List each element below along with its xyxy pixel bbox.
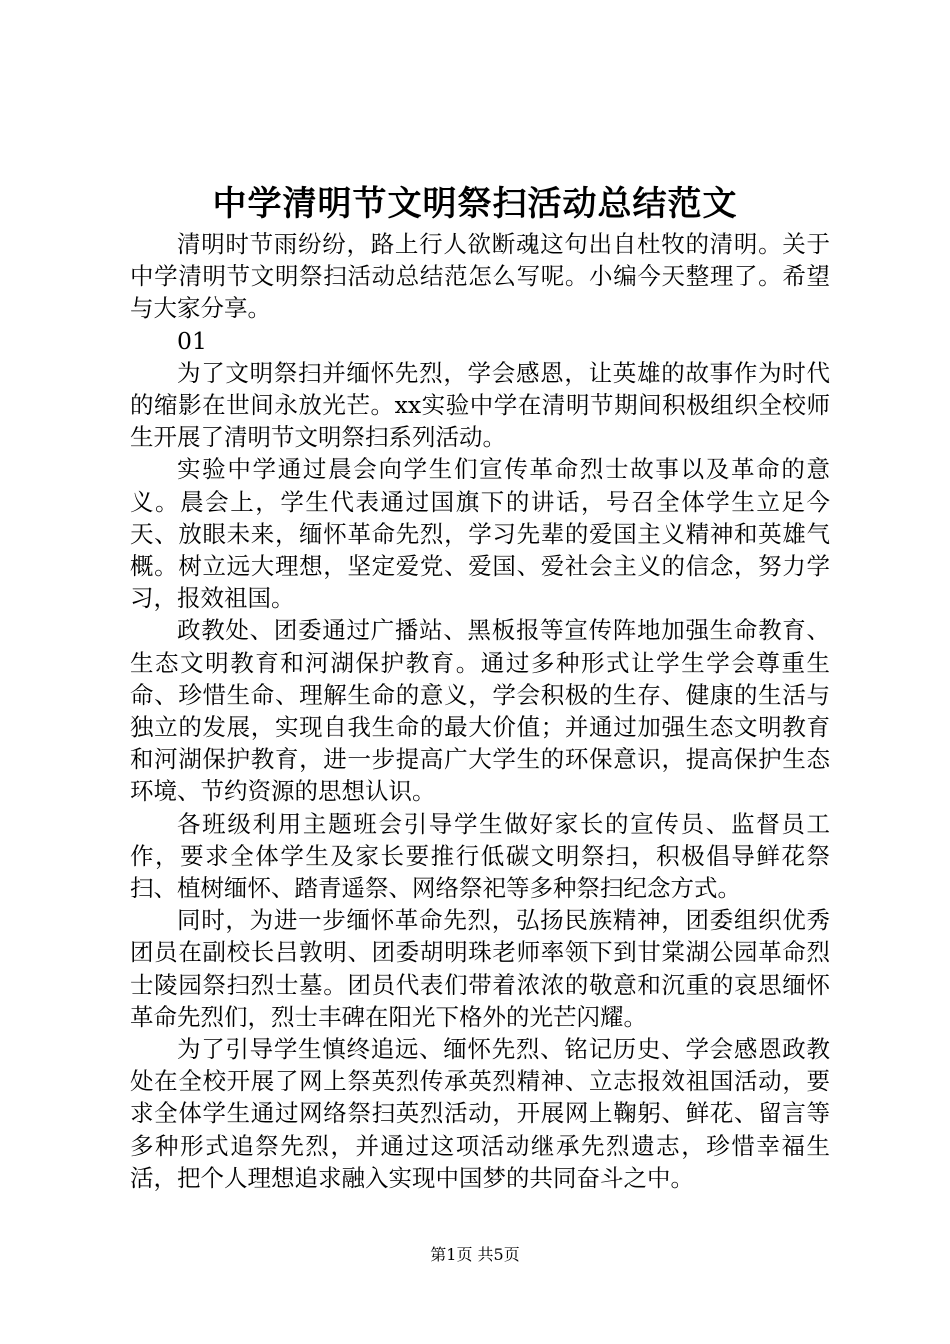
document-body — [130, 228, 830, 1194]
paragraph: 为了文明祭扫并缅怀先烈，学会感恩，让英雄的故事作为时代的缩影在世间永放光芒。xx实验中学在清明节期间积极组织全校师生开展了清明节文明祭扫系列活动。 — [130, 358, 830, 452]
section-number: 01 — [177, 326, 207, 355]
document-title: 中学清明节文明祭扫活动总结范文 — [212, 184, 738, 224]
page-footer: 第1页 共5页 — [430, 1245, 520, 1264]
paragraph-intro: 清明时节雨纷纷，路上行人欲断魂这句出自杜牧的清明。关于中学清明节文明祭扫活动总结范怎么写呢。小编今天整理了。希望与大家分享。 — [130, 230, 830, 323]
paragraph: 各班级利用主题班会引导学生做好家长的宣传员、监督员工作，要求全体学生及家长要推行低碳文明祭扫，积极倡导鲜花祭扫、植树缅怀、踏青遥祭、网络祭祀等多种祭扫纪念方式。 — [130, 809, 830, 903]
paragraph: 政教处、团委通过广播站、黑板报等宣传阵地加强生命教育、生态文明教育和河湖保护教育。通过多种形式让学生学会尊重生命、珍惜生命、理解生命的意义，学会积极的生存、健康的生活与独立的发展，实现自我生命的最大价值；并通过加强生态文明教育和河湖保护教育，进一步提高广大学生的环保意识，提高保护生态环境、节约资源的思想认识。 — [130, 616, 830, 806]
paragraph: 为了引导学生慎终追远、缅怀先烈、铭记历史、学会感恩政教处在全校开展了网上祭英烈传承英烈精神、立志报效祖国活动，要求全体学生通过网络祭扫英烈活动，开展网上鞠躬、鲜花、留言等多种形式追祭先烈，并通过这项活动继承先烈遗志，珍惜幸福生活，把个人理想追求融入实现中国梦的共同奋斗之中。 — [130, 1035, 830, 1192]
paragraph: 实验中学通过晨会向学生们宣传革命烈士故事以及革命的意义。晨会上，学生代表通过国旗下的讲话，号召全体学生立足今天、放眼未来，缅怀革命先烈，学习先辈的爱国主义精神和英雄气概。树立远大理想，坚定爱党、爱国、爱社会主义的信念，努力学习，报效祖国。 — [130, 455, 830, 613]
paragraph: 同时，为进一步缅怀革命先烈，弘扬民族精神，团委组织优秀团员在副校长吕敦明、团委胡明珠老师率领下到甘棠湖公园革命烈士陵园祭扫烈士墓。团员代表们带着浓浓的敬意和沉重的哀思缅怀革命先烈们，烈士丰碑在阳光下格外的光芒闪耀。 — [130, 906, 830, 1031]
